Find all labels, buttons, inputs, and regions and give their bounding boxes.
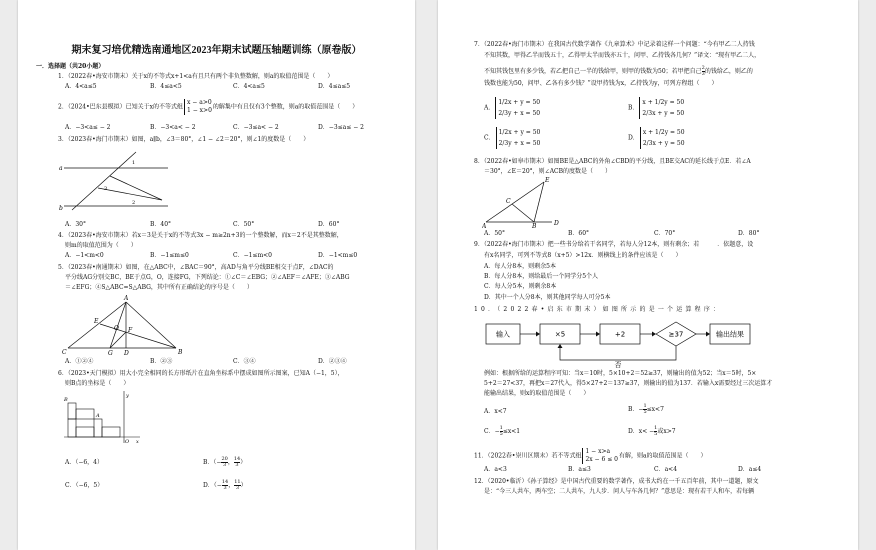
question-7-line1: 7．（2022春•海门市期末）在我国古代数学著作《九章算术》中记录着这样一个问题：“今有甲乙二人持钱 xyxy=(474,41,755,48)
q7-d-system xyxy=(640,127,685,149)
q10-d-pre: D．x< − xyxy=(628,428,655,435)
q8-option-d: D．80° xyxy=(738,230,760,237)
q7-c-eq2: 2/3y + x = 50 xyxy=(498,140,541,147)
section-heading: 一．选择题（共20小题） xyxy=(36,63,105,70)
label-c: C xyxy=(506,198,511,205)
q5-option-a: A．①②④ xyxy=(65,358,94,365)
question-6-line2: 则B点的坐标是（ ） xyxy=(65,380,130,387)
q6-d-num-2: 11 xyxy=(234,479,241,485)
rect-5 xyxy=(68,403,76,419)
q7-frac-num: 2 xyxy=(701,65,705,71)
q10-option-d xyxy=(628,426,676,437)
q10-d-den: 5 xyxy=(654,431,658,437)
q7-d-label: D． xyxy=(628,134,639,142)
q6-d-den-1: 3 xyxy=(223,485,227,491)
q4-option-c: C．−1≤m<0 xyxy=(233,252,272,259)
q5-triangle-figure xyxy=(62,292,186,356)
q11-sys-line2: 2x − 6 ≤ 0 xyxy=(585,456,618,463)
question-7-line3 xyxy=(484,66,753,77)
q10-c-post: ≤x<1 xyxy=(502,428,521,435)
q1-option-c: C．4<a≤5 xyxy=(233,83,265,90)
q10-d-post: 或x>7 xyxy=(657,428,676,435)
question-3-stem: 3．（2023春•海门市期末）如图，a∥b，∠3＝80°，∠1 − ∠2＝20°，则∠1的度数是（ ） xyxy=(58,136,310,143)
question-7-line2: 不知其数，甲得乙半而钱五十，乙得甲太半而钱亦五十，问甲、乙持钱各几何？”译文：“现有甲乙二人， xyxy=(484,52,761,59)
q10-b-num: 1 xyxy=(643,403,647,409)
flow-multiply-label: ×5 xyxy=(554,330,566,339)
document-page-left xyxy=(18,0,415,550)
question-12-line2: 是：“今三人共车，两车空；二人共车，九人步．问人与车各几何？”意思是：现有若干人和车，若每辆 xyxy=(484,488,755,495)
q8-option-b: B．60° xyxy=(568,230,590,237)
q11-option-b: B．a≤3 xyxy=(568,466,591,473)
label-d: D xyxy=(124,350,129,356)
q3-option-c: C．50° xyxy=(233,221,255,228)
label-b: b xyxy=(59,205,63,212)
flow-arrowhead-loop xyxy=(558,344,563,348)
q6-option-b xyxy=(203,457,246,468)
flow-arrowhead-1 xyxy=(536,332,540,337)
q2-sys-line2: 1 − x>0 xyxy=(187,107,212,114)
rect-2 xyxy=(76,427,94,437)
label-o: O xyxy=(114,325,119,332)
flow-input-label: 输入 xyxy=(496,330,510,339)
q8-triangle-figure xyxy=(482,176,562,228)
rect-4 xyxy=(102,427,120,437)
q6-b-end: ） xyxy=(240,459,247,466)
question-2-stem xyxy=(58,99,358,115)
q10-c-num: 1 xyxy=(499,425,503,431)
label-e: E xyxy=(545,177,550,184)
flow-decision-label: ≥37 xyxy=(668,330,684,339)
label-e: E xyxy=(94,318,99,325)
triangle-side xyxy=(110,176,162,200)
flow-no-label: 否 xyxy=(614,361,622,368)
q2-option-d: D．−3≤a≤ − 2 xyxy=(318,124,364,131)
q10-c-den: 5 xyxy=(499,431,503,437)
q7-option-a xyxy=(484,97,541,119)
q9-option-c: C．每人分5本，则剩余8本 xyxy=(484,283,557,290)
line-cb xyxy=(512,204,534,222)
question-12-line1: 12．（2020•临沂）《孙子算经》是中国古代重要的数学著作，成书大约在一千五百年前，其中一道题，原文 xyxy=(474,478,759,485)
label-o: O xyxy=(125,439,130,445)
q11-stem-pre: 11．（2022春•崇川区期末）若不等式组 xyxy=(474,452,582,460)
flow-add-label: +2 xyxy=(614,330,626,339)
q1-option-a: A．4<a≤5 xyxy=(65,83,97,90)
q2-sys-line1: x − a>0 xyxy=(187,99,212,106)
question-9-line1: 9．（2022春•海门市期末）把一些书分给若干名同学，若每人分12本，则有剩余；若 ．依题意，设 xyxy=(474,241,754,248)
q7-option-c xyxy=(484,127,541,149)
q10-c-pre: C．− xyxy=(484,428,500,435)
q8-option-c: C．70° xyxy=(654,230,676,237)
label-a: a xyxy=(59,165,63,172)
q2-inequality-system xyxy=(184,99,212,115)
question-9-line2: 有x名同学，可列不等式8（x+5）>12x．则横线上的条件应该是（ ） xyxy=(484,252,682,259)
label-angle-3: 3 xyxy=(104,186,108,192)
q7-line3-text: 不知其钱包里有多少钱，若乙把自己一半的钱给甲，则甲的钱数为50；若甲把自己 xyxy=(484,68,702,75)
label-angle-2: 2 xyxy=(132,200,136,206)
label-b: B xyxy=(532,223,537,228)
flow-loop-back xyxy=(560,346,676,360)
q11-option-d: D．a≤4 xyxy=(738,466,762,473)
q3-option-b: B．40° xyxy=(150,221,172,228)
q7-b-label: B． xyxy=(628,104,639,112)
q10-option-a: A．x<7 xyxy=(484,408,507,415)
q5-option-b: B．②③ xyxy=(150,358,173,365)
question-10-line4: 能输出结果，则x的取值范围是（ ） xyxy=(484,390,590,397)
q6-d-pre: D．（− xyxy=(203,482,222,489)
page-title: 期末复习培优精选南通地区2023年期末试题压轴题训练（原卷版） xyxy=(71,45,362,56)
q10-d-num: 1 xyxy=(654,425,658,431)
q3-parallel-lines-figure xyxy=(58,148,178,216)
q2-stem-pre: 2．（2024•巴东县模拟）已知关于x的不等式组 xyxy=(58,103,184,111)
label-a: A xyxy=(124,295,129,302)
q6-rectangles-figure xyxy=(62,389,142,445)
q6-b-den-1: 3 xyxy=(223,462,227,468)
question-7-line4: 钱数也能为50，问甲、乙各有多少钱？”设甲持钱为x，乙持钱为y，可列方程组（ ） xyxy=(484,80,718,87)
q6-b-num-2: 14 xyxy=(233,456,241,462)
rect-1 xyxy=(68,419,76,437)
label-a: A xyxy=(96,413,100,419)
q5-option-c: C．③④ xyxy=(233,358,256,365)
q10-option-b xyxy=(628,404,664,415)
q9-option-b: B．每人分8本，则给最后一个同学分5个人 xyxy=(484,273,599,280)
q6-b-pre: B．（− xyxy=(203,459,222,466)
question-8-line2: ＝30°，∠E＝20°，则∠ACB的度数是（ ） xyxy=(484,168,612,175)
q7-d-eq2: 2/3x + y = 50 xyxy=(642,140,685,147)
q6-d-comma: ， xyxy=(228,482,235,489)
label-a: A xyxy=(482,223,487,228)
question-5-line3: ＝∠EFG；④S△ABC=S△ABG，其中所有正确结论的序号是（ ） xyxy=(65,284,253,291)
q4-option-d: D．−1<m≤0 xyxy=(318,252,358,259)
q7-b-system xyxy=(639,97,684,119)
q11-stem-post: 有解，则a的取值范围是（ ） xyxy=(618,452,707,460)
q7-b-eq1: x + 1/2y = 50 xyxy=(642,99,685,106)
label-x: x xyxy=(136,439,139,445)
q4-option-a: A．−1<m<0 xyxy=(65,252,104,259)
label-b: B xyxy=(178,349,183,356)
label-y: y xyxy=(126,393,129,399)
q6-d-den-2: 3 xyxy=(235,485,240,491)
flow-arrowhead-4 xyxy=(706,332,710,337)
q11-sys-line1: 1 − x>a xyxy=(585,448,611,455)
flow-output-label: 输出结果 xyxy=(716,330,744,339)
q2-option-a: A．−3<a≤ − 2 xyxy=(65,124,111,131)
q5-option-d: D．②③④ xyxy=(318,358,347,365)
q9-option-a: A．每人分8本，则剩余5本 xyxy=(484,263,556,270)
q10-flowchart xyxy=(484,318,754,368)
label-c: C xyxy=(62,349,67,356)
q6-option-d xyxy=(203,480,247,491)
question-4-line2: 则m的取值范围为（ ） xyxy=(65,242,137,249)
q1-option-b: B．4≤a<5 xyxy=(150,83,182,90)
transversal xyxy=(72,152,136,210)
q7-a-eq2: 2/3y + x = 50 xyxy=(498,110,541,117)
q7-c-system xyxy=(496,127,541,149)
triangle-base xyxy=(98,188,162,200)
q8-option-a: A．50° xyxy=(484,230,505,237)
q10-b-den: 5 xyxy=(643,409,647,415)
q7-d-eq1: x + 1/2y = 50 xyxy=(642,129,685,136)
q7-frac-den: 3 xyxy=(701,71,705,77)
q6-b-num-1: 20 xyxy=(221,456,228,462)
q10-b-post: ≤x<7 xyxy=(646,406,664,413)
q2-option-c: C．−3≤a< − 2 xyxy=(233,124,279,131)
q2-option-b: B．−3<a< − 2 xyxy=(150,124,196,131)
q7-c-label: C． xyxy=(484,134,495,142)
question-11-stem xyxy=(474,448,707,464)
q11-option-c: C．a<4 xyxy=(654,466,678,473)
question-4-line1: 4．（2023春•海安市期末）若x＝3是关于x的不等式3x − m≥2n+3的一个整数解，而x＝2不是其整数解， xyxy=(58,232,343,239)
rect-3 xyxy=(94,419,102,437)
q1-option-d: D．4≤a≤5 xyxy=(318,83,351,90)
label-d: D xyxy=(554,220,559,227)
q7-b-eq2: 2/3x + y = 50 xyxy=(642,110,685,117)
q11-inequality-system xyxy=(582,448,618,464)
q9-option-d: D．其中一个人分8本，则其他同学每人可分5本 xyxy=(484,294,611,301)
q7-option-d xyxy=(628,127,686,149)
q3-option-d: D．60° xyxy=(318,221,340,228)
question-1-stem: 1．（2022春•海安市期末）关于x的不等式x+1<a有且只有两个非负整数解，则a的取值范围是（ ） xyxy=(58,73,334,80)
question-10-line1: 10．（2022春•启东市期末）如图所示的是一个运算程序： xyxy=(474,306,723,313)
q7-line3-tail: 的钱给乙，则乙的 xyxy=(704,68,753,75)
q3-option-a: A．30° xyxy=(65,221,86,228)
q6-d-num-1: 14 xyxy=(221,479,229,485)
q7-option-b xyxy=(628,97,685,119)
question-8-line1: 8．（2022春•如皋市期末）如图BE是△ABC的外角∠CBD的平分线，且BE交AC的延长线于点E．若∠A xyxy=(474,158,751,165)
q6-option-c: C．（−6，5） xyxy=(65,482,104,489)
q10-option-c xyxy=(484,426,520,437)
question-10-line2: 例如：根据所给的运算程序可知：当x＝10时，5×10+2＝52≥37，则输出的值为52；当x＝5时，5× xyxy=(484,370,757,377)
label-angle-1: 1 xyxy=(132,160,136,166)
q2-stem-post: 的解集中有且仅有3个整数，则a的取值范围是（ ） xyxy=(212,103,359,111)
flow-arrowhead-2 xyxy=(596,332,600,337)
segment-fg xyxy=(110,332,126,348)
question-5-line2: 平分线AG分别交BC，BE于点G，O，连接FG，下列结论：①∠C＝∠EBG；②∠AEF＝∠AFE；③∠ABG xyxy=(65,274,350,281)
question-6-line1: 6．（2023•天门模拟）用大小完全相同的长方形纸片在直角坐标系中摆成如图所示图案，已知A（−1，5）， xyxy=(58,370,344,377)
q6-b-den-2: 3 xyxy=(235,462,239,468)
q6-b-comma: ， xyxy=(227,459,234,466)
q7-a-eq1: 1/2x + y = 50 xyxy=(498,99,541,106)
q6-d-end: ） xyxy=(240,482,247,489)
q4-option-b: B．−1≤m≤0 xyxy=(150,252,189,259)
document-page-right xyxy=(438,0,858,550)
side-ab xyxy=(126,302,176,348)
rect-6 xyxy=(76,409,94,419)
question-10-line3: 5+2＝27<37，再把x＝27代入，得5×27+2＝137≥37，则输出的值为137．若输入x需要经过三次运算才 xyxy=(484,380,773,387)
q6-option-a: A．（−6，4） xyxy=(65,459,103,466)
q7-c-eq1: 1/2x + y = 50 xyxy=(498,129,541,136)
label-f: F xyxy=(128,327,133,334)
q10-b-pre: B．− xyxy=(628,406,644,413)
question-5-line1: 5．（2023春•南通期末）如图，在△ABC中，∠BAC＝90°，高AD与角平分线BE相交于点F，∠DAC的 xyxy=(58,264,334,271)
label-b: B xyxy=(64,397,68,403)
q7-a-label: A． xyxy=(484,104,495,112)
label-g: G xyxy=(108,350,113,356)
q7-a-system xyxy=(495,97,540,119)
q11-option-a: A．a<3 xyxy=(484,466,507,473)
